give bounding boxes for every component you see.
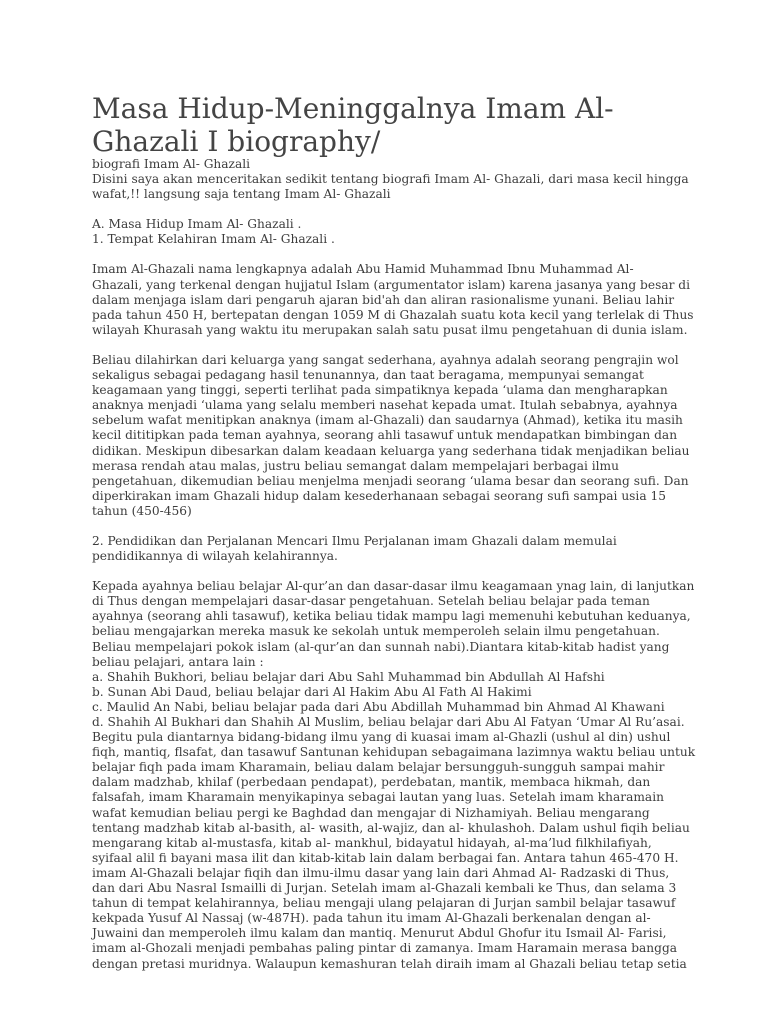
text-line: a. Shahih Bukhori, beliau belajar dari Abu Sahl Muhammad bin Abdullah Al Hafshi — [92, 669, 605, 684]
text-line: kekpada Yusuf Al Nassaj (w-487H). pada tahun itu imam Al-Ghazali berkenalan dengan al- — [92, 911, 651, 926]
text-line: pendidikannya di wilayah kelahirannya. — [92, 549, 338, 564]
text-line: biografi Imam Al- Ghazali — [92, 157, 251, 171]
paragraph-spacer — [92, 338, 728, 353]
text-line: Juwaini dan memperoleh ilmu kalam dan mantiq. Menurut Abdul Ghofur itu Ismail Al- Farisi, — [92, 926, 667, 941]
text-line: sebelum wafat menitipkan anaknya (imam al-Ghazali) dan saudarnya (Ahmad), ketika itu masih — [92, 413, 683, 428]
text-line: sekaligus sebagai pedagang hasil tenunannya, dan taat beragama, mempunyai semangat — [92, 368, 644, 383]
document-body — [92, 157, 728, 972]
text-line: pada tahun 450 H, bertepatan dengan 1059 M di Ghazalah suatu kota kecil yang terlelak di Thus — [92, 307, 694, 322]
text-line: c. Maulid An Nabi, beliau belajar pada dari Abu Abdillah Muhammad bin Ahmad Al Khawani — [92, 699, 665, 714]
paragraph-spacer — [92, 519, 728, 534]
text-line: Disini saya akan menceritakan sedikit tentang biografi Imam Al- Ghazali, dari masa kecil hingga — [92, 172, 689, 187]
text-line: 1. Tempat Kelahiran Imam Al- Ghazali . — [92, 232, 335, 247]
paragraph — [92, 579, 728, 971]
text-line: merasa rendah atau malas, justru beliau semangat dalam mempelajari berbagai ilmu — [92, 458, 619, 473]
paragraph — [92, 353, 728, 519]
text-line: imam al-Ghozali menjadi pembahas paling pintar di zamanya. Imam Haramain merasa bangga — [92, 941, 678, 956]
text-line: fiqh, mantiq, flsafat, dan tasawuf Santunan kehidupan sebagaimana lazimnya waktu beliau untuk — [92, 745, 696, 760]
text-line: Kepada ayahnya beliau belajar Al-qur’an dan dasar-dasar ilmu keagamaan ynag lain, di lanjutkan — [92, 579, 695, 594]
paragraph-spacer — [92, 247, 728, 262]
paragraph-spacer — [92, 202, 728, 217]
text-line: Beliau dilahirkan dari keluarga yang sangat sederhana, ayahnya adalah seorang pengrajin wol — [92, 352, 679, 367]
text-line: beliau pelajari, antara lain : — [92, 654, 264, 669]
text-line: tahun di tempat kelahirannya, beliau mengaji ulang pelajaran di Jurjan sambil belajar tasawuf — [92, 896, 676, 911]
text-line: dengan pretasi muridnya. Walaupun kemashuran telah diraih imam al Ghazali beliau tetap setia — [92, 956, 687, 971]
text-line: 2. Pendidikan dan Perjalanan Mencari Ilmu Perjalanan imam Ghazali dalam memulai — [92, 533, 617, 548]
title-line: Masa Hidup-Meninggalnya Imam Al- — [92, 92, 614, 125]
text-line: wafat kemudian beliau pergi ke Baghdad dan mengajar di Nizhamiyah. Beliau mengarang — [92, 805, 650, 820]
document-title — [92, 92, 712, 158]
text-line: beliau mengajarkan mereka masuk ke sekolah untuk memperoleh selain ilmu pengetahuan. — [92, 624, 660, 639]
text-line: A. Masa Hidup Imam Al- Ghazali . — [92, 217, 302, 232]
text-line: pengetahuan, dikemudian beliau menjelma menjadi seorang ‘ulama besar dan seorang sufi. Dan — [92, 473, 689, 488]
text-line: Imam Al-Ghazali nama lengkapnya adalah Abu Hamid Muhammad Ibnu Muhammad Al- — [92, 262, 634, 277]
text-line: Beliau mempelajari pokok islam (al-qur’an dan sunnah nabi).Diantara kitab-kitab hadist yang — [92, 639, 670, 654]
text-line: belajar fiqh pada imam Kharamain, beliau dalam belajar bersungguh-sungguh sampai mahir — [92, 760, 665, 775]
text-line: Begitu pula diantarnya bidang-bidang ilmu yang di kuasai imam al-Ghazli (ushul al din) ushul — [92, 730, 671, 745]
text-line: syifaal alil fi bayani masa ilit dan kitab-kitab lain dalam berbagai fan. Antara tahun 465-470 H. — [92, 850, 679, 865]
paragraph-spacer — [92, 564, 728, 579]
text-line: anaknya menjadi ‘ulama yang selalu memberi nasehat kepada umat. Itulah sebabnya, ayahnya — [92, 398, 678, 413]
title-line: Ghazali I biography/ — [92, 125, 381, 158]
text-line: diperkirakan imam Ghazali hidup dalam kesederhanaan sebagai seorang sufi sampai usia 15 — [92, 488, 666, 503]
paragraph — [92, 262, 728, 337]
text-line: wafat,!! langsung saja tentang Imam Al- Ghazali — [92, 187, 391, 202]
paragraph — [92, 534, 728, 564]
paragraph — [92, 217, 728, 247]
text-line: keagamaan yang tinggi, seperti terlihat pada simpatiknya kepada ‘ulama dan mengharapkan — [92, 383, 668, 398]
text-line: d. Shahih Al Bukhari dan Shahih Al Muslim, beliau belajar dari Abu Al Fatyan ‘Umar Al Ru’asai. — [92, 715, 685, 729]
text-line: di Thus dengan mempelajari dasar-dasar pengetahuan. Setelah beliau belajar pada teman — [92, 594, 650, 609]
text-line: mengarang kitab al-mustasfa, kitab al- mankhul, bidayatul hidayah, al-ma’lud filkhilafiyah, — [92, 835, 652, 850]
paragraph — [92, 157, 728, 202]
text-line: dalam madzhab, khilaf (perbedaan pendapat), perdebatan, mantik, membaca hikmah, dan — [92, 775, 651, 790]
text-line: tentang madzhab kitab al-basith, al- wasith, al-wajiz, dan al- khulashoh. Dalam ushul fiqih beliau — [92, 820, 690, 835]
text-line: imam Al-Ghazali belajar fiqih dan ilmu-ilmu dasar yang lain dari Ahmad Al- Radzaski di Thus, — [92, 865, 670, 880]
text-line: didikan. Meskipun dibesarkan dalam keadaan keluarga yang sederhana tidak menjadikan beliau — [92, 443, 690, 458]
text-line: kecil dititipkan pada teman ayahnya, seorang ahli tasawuf untuk mendapatkan bimbingan dan — [92, 428, 678, 443]
text-line: b. Sunan Abi Daud, beliau belajar dari Al Hakim Abu Al Fath Al Hakimi — [92, 684, 532, 699]
text-line: falsafah, imam Kharamain menyikapinya sebagai lautan yang luas. Setelah imam kharamain — [92, 790, 664, 805]
text-line: tahun (450-456) — [92, 503, 192, 518]
text-line: Ghazali, yang terkenal dengan hujjatul Islam (argumentator islam) karena jasanya yang besar di — [92, 277, 690, 292]
text-line: dan dari Abu Nasral Ismailli di Jurjan. Setelah imam al-Ghazali kembali ke Thus, dan selama 3 — [92, 881, 677, 896]
text-line: wilayah Khurasah yang waktu itu merupakan salah satu pusat ilmu pengetahuan di dunia islam. — [92, 322, 688, 337]
text-line: dalam menjaga islam dari pengaruh ajaran bid'ah dan aliran rasionalisme yunani. Beliau lahir — [92, 292, 675, 307]
text-line: ayahnya (seorang ahli tasawuf), ketika beliau tidak mampu lagi memenuhi kebutuhan keduanya, — [92, 609, 691, 624]
